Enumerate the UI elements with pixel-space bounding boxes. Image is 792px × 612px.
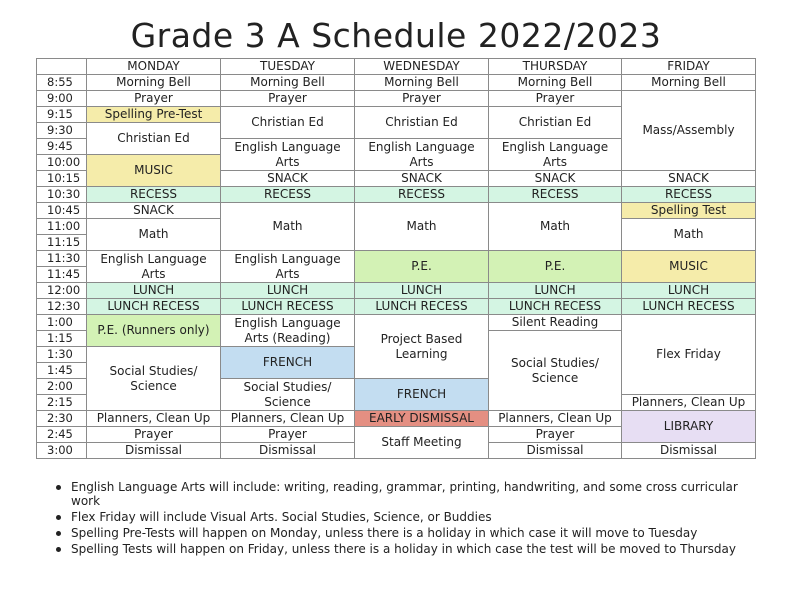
schedule-cell: Christian Ed [87, 123, 221, 155]
schedule-cell: RECESS [622, 187, 756, 203]
schedule-cell: MUSIC [87, 155, 221, 187]
schedule-cell: RECESS [221, 187, 355, 203]
schedule-cell: Prayer [87, 91, 221, 107]
schedule-cell: SNACK [221, 171, 355, 187]
day-header-tuesday: TUESDAY [221, 59, 355, 75]
schedule-cell: Dismissal [221, 443, 355, 459]
schedule-cell: Morning Bell [87, 75, 221, 91]
schedule-cell: English Language Arts [87, 251, 221, 283]
note-item: Spelling Tests will happen on Friday, unless there is a holiday in which case the test will be moved to Thursday [54, 542, 754, 556]
schedule-cell: RECESS [355, 187, 489, 203]
schedule-cell: English Language Arts (Reading) [221, 315, 355, 347]
page-title: Grade 3 A Schedule 2022/2023 [130, 16, 662, 55]
table-row [37, 91, 756, 107]
schedule-cell: Planners, Clean Up [622, 395, 756, 411]
day-header-monday: MONDAY [87, 59, 221, 75]
schedule-cell: LUNCH [622, 283, 756, 299]
table-row [37, 203, 756, 219]
schedule-cell: LUNCH [489, 283, 622, 299]
schedule-cell: Flex Friday [622, 315, 756, 395]
day-header-friday: FRIDAY [622, 59, 756, 75]
note-item: English Language Arts will include: writing, reading, grammar, printing, handwriting, and some cross curricular work [54, 480, 754, 508]
time-cell: 12:30 [37, 299, 87, 315]
schedule-cell: Social Studies/ Science [221, 379, 355, 411]
schedule-cell: Staff Meeting [355, 427, 489, 459]
schedule-cell: Math [622, 219, 756, 251]
schedule-cell: LUNCH RECESS [489, 299, 622, 315]
schedule-cell: Morning Bell [221, 75, 355, 91]
schedule-cell: English Language Arts [489, 139, 622, 171]
schedule-cell: Planners, Clean Up [489, 411, 622, 427]
schedule-cell: Math [355, 203, 489, 251]
schedule-table [36, 58, 756, 459]
note-item: Spelling Pre-Tests will happen on Monday, unless there is a holiday in which case it will move to Tuesday [54, 526, 754, 540]
schedule-cell: LUNCH RECESS [622, 299, 756, 315]
time-cell: 1:30 [37, 347, 87, 363]
schedule-cell: SNACK [87, 203, 221, 219]
table-row [37, 411, 756, 427]
time-cell: 3:00 [37, 443, 87, 459]
time-cell: 10:30 [37, 187, 87, 203]
time-cell: 11:30 [37, 251, 87, 267]
schedule-cell: Spelling Test [622, 203, 756, 219]
time-cell: 10:45 [37, 203, 87, 219]
schedule-cell: SNACK [622, 171, 756, 187]
schedule-cell: EARLY DISMISSAL [355, 411, 489, 427]
schedule-cell: RECESS [489, 187, 622, 203]
schedule-cell: Prayer [221, 91, 355, 107]
schedule-cell: Dismissal [622, 443, 756, 459]
schedule-cell: LUNCH RECESS [355, 299, 489, 315]
time-cell: 1:45 [37, 363, 87, 379]
schedule-cell: LUNCH [87, 283, 221, 299]
time-cell: 11:45 [37, 267, 87, 283]
schedule-cell: Math [221, 203, 355, 251]
schedule-cell: English Language Arts [221, 251, 355, 283]
schedule-cell: Math [489, 203, 622, 251]
schedule-cell: English Language Arts [221, 139, 355, 171]
time-cell: 8:55 [37, 75, 87, 91]
schedule-cell: Planners, Clean Up [87, 411, 221, 427]
time-cell: 2:45 [37, 427, 87, 443]
schedule-cell: LUNCH RECESS [87, 299, 221, 315]
time-cell: 2:00 [37, 379, 87, 395]
schedule-cell: Prayer [221, 427, 355, 443]
schedule-cell: Math [87, 219, 221, 251]
table-row [37, 251, 756, 267]
notes-list [54, 480, 754, 558]
schedule-cell: FRENCH [355, 379, 489, 411]
schedule-cell: Social Studies/ Science [87, 347, 221, 411]
header-row [37, 59, 756, 75]
schedule-cell: Prayer [489, 427, 622, 443]
schedule-cell: Morning Bell [489, 75, 622, 91]
schedule-cell: Morning Bell [355, 75, 489, 91]
time-cell: 9:45 [37, 139, 87, 155]
time-cell: 12:00 [37, 283, 87, 299]
schedule-cell: RECESS [87, 187, 221, 203]
schedule-cell: P.E. (Runners only) [87, 315, 221, 347]
schedule-cell: FRENCH [221, 347, 355, 379]
schedule-cell: SNACK [355, 171, 489, 187]
schedule-cell: Dismissal [87, 443, 221, 459]
schedule-cell: Morning Bell [622, 75, 756, 91]
schedule-cell: Silent Reading [489, 315, 622, 331]
time-cell: 2:30 [37, 411, 87, 427]
schedule-cell: Christian Ed [489, 107, 622, 139]
table-row [37, 315, 756, 331]
time-cell: 9:30 [37, 123, 87, 139]
schedule-cell: Dismissal [489, 443, 622, 459]
time-cell: 2:15 [37, 395, 87, 411]
time-cell: 1:00 [37, 315, 87, 331]
corner-cell [37, 59, 87, 75]
schedule-cell: Spelling Pre-Test [87, 107, 221, 123]
time-cell: 10:15 [37, 171, 87, 187]
schedule-cell: Project Based Learning [355, 315, 489, 379]
schedule-cell: Christian Ed [355, 107, 489, 139]
table-row [37, 187, 756, 203]
time-cell: 9:00 [37, 91, 87, 107]
day-header-thursday: THURSDAY [489, 59, 622, 75]
schedule-cell: P.E. [355, 251, 489, 283]
schedule-cell: LUNCH [355, 283, 489, 299]
schedule-cell: Mass/Assembly [622, 91, 756, 171]
schedule-cell: LUNCH RECESS [221, 299, 355, 315]
schedule-cell: MUSIC [622, 251, 756, 283]
table-row [37, 299, 756, 315]
table-row [37, 283, 756, 299]
time-cell: 11:00 [37, 219, 87, 235]
schedule-cell: Planners, Clean Up [221, 411, 355, 427]
schedule-cell: Christian Ed [221, 107, 355, 139]
schedule-cell: P.E. [489, 251, 622, 283]
day-header-wednesday: WEDNESDAY [355, 59, 489, 75]
time-cell: 9:15 [37, 107, 87, 123]
note-item: Flex Friday will include Visual Arts. Social Studies, Science, or Buddies [54, 510, 754, 524]
schedule-cell: SNACK [489, 171, 622, 187]
table-row [37, 75, 756, 91]
schedule-cell: Prayer [355, 91, 489, 107]
schedule-cell: LUNCH [221, 283, 355, 299]
time-cell: 10:00 [37, 155, 87, 171]
schedule-cell: Prayer [87, 427, 221, 443]
schedule-cell: English Language Arts [355, 139, 489, 171]
schedule-cell: Social Studies/ Science [489, 331, 622, 411]
schedule-cell: LIBRARY [622, 411, 756, 443]
time-cell: 11:15 [37, 235, 87, 251]
time-cell: 1:15 [37, 331, 87, 347]
schedule-cell: Prayer [489, 91, 622, 107]
